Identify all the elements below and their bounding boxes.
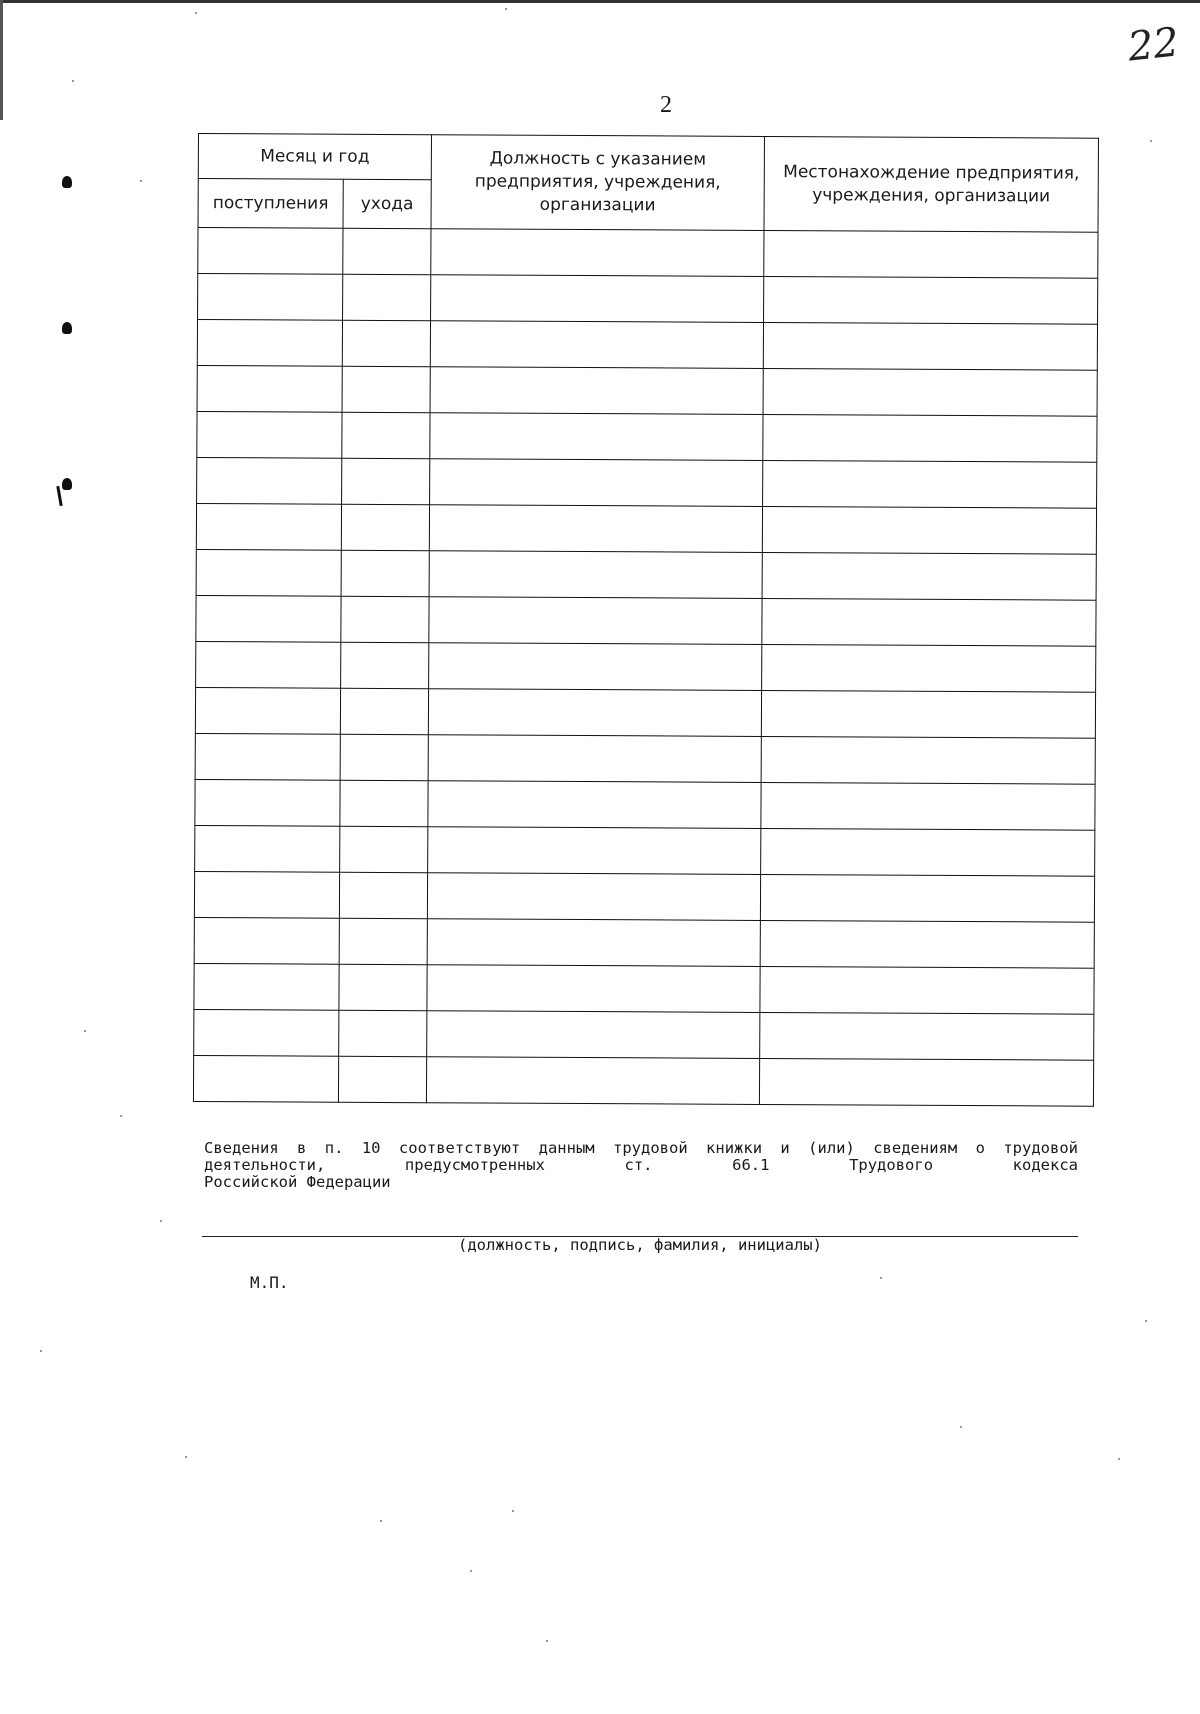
cell-location: [762, 644, 1096, 692]
table-row: [193, 1055, 1093, 1106]
records-statement-line1: Сведения в п. 10 соответствуют данным трудовой книжки и (или) сведениям о трудовой деятельности, предусмотренных ст. 66.1 Трудового кодекса: [204, 1139, 1078, 1174]
table-row: [195, 733, 1095, 784]
table-row: [195, 687, 1095, 738]
scan-speck: [380, 1520, 382, 1522]
cell-end: [341, 642, 429, 688]
cell-position: [431, 229, 764, 277]
cell-position: [430, 459, 763, 507]
binder-hole-tail: [56, 486, 62, 506]
cell-end: [342, 458, 430, 504]
table-row: [194, 963, 1094, 1014]
cell-end: [339, 1010, 427, 1056]
cell-start: [194, 963, 339, 1010]
signature-caption: (должность, подпись, фамилия, инициалы): [458, 1236, 822, 1254]
cell-location: [760, 920, 1094, 968]
cell-start: [194, 917, 339, 964]
header-position: Должность с указанием предприятия, учреждения, организации: [431, 135, 764, 231]
cell-end: [342, 366, 430, 412]
cell-position: [430, 367, 763, 415]
binder-hole-mark: [62, 478, 72, 490]
cell-start: [195, 779, 340, 826]
header-month-year: Месяц и год: [198, 134, 431, 180]
scan-top-edge: [0, 0, 1200, 3]
cell-end: [339, 872, 427, 918]
scan-speck: [40, 1350, 42, 1352]
table-row: [197, 457, 1097, 508]
cell-end: [342, 412, 430, 458]
cell-start: [194, 871, 339, 918]
binder-hole-mark: [62, 176, 72, 188]
cell-position: [429, 643, 762, 691]
cell-end: [338, 1056, 426, 1102]
cell-position: [428, 781, 761, 829]
cell-location: [762, 506, 1096, 554]
binder-hole-mark: [62, 322, 72, 334]
cell-position: [429, 551, 762, 599]
cell-location: [760, 966, 1094, 1014]
table-row: [198, 274, 1098, 325]
cell-position: [426, 1057, 759, 1105]
cell-end: [341, 550, 429, 596]
cell-start: [195, 733, 340, 780]
cell-location: [763, 460, 1097, 508]
scan-speck: [1118, 1458, 1120, 1460]
cell-position: [428, 827, 761, 875]
header-start: поступления: [198, 179, 343, 229]
cell-location: [760, 1012, 1094, 1060]
scan-speck: [470, 1570, 472, 1572]
table-row: [196, 595, 1096, 646]
cell-start: [197, 365, 342, 412]
cell-start: [197, 320, 342, 367]
cell-location: [763, 414, 1097, 462]
scan-speck: [505, 8, 507, 10]
cell-location: [764, 230, 1098, 278]
scan-speck: [1145, 1320, 1147, 1322]
table-row: [194, 917, 1094, 968]
cell-position: [427, 873, 760, 921]
records-statement-line2: Российской Федерации: [204, 1173, 391, 1191]
scan-speck: [1150, 140, 1152, 142]
table-body: [193, 228, 1098, 1107]
scan-speck: [120, 1115, 122, 1117]
cell-position: [428, 735, 761, 783]
cell-end: [343, 274, 431, 320]
scan-speck: [140, 180, 142, 182]
stamp-place-label: М.П.: [250, 1273, 289, 1292]
cell-start: [198, 274, 343, 321]
cell-start: [197, 411, 342, 458]
cell-position: [428, 689, 761, 737]
cell-end: [340, 734, 428, 780]
scan-speck: [72, 80, 74, 82]
cell-location: [760, 874, 1094, 922]
table-row: [195, 779, 1095, 830]
cell-end: [340, 780, 428, 826]
table-row: [196, 503, 1096, 554]
cell-position: [429, 505, 762, 553]
cell-start: [195, 687, 340, 734]
cell-location: [761, 690, 1095, 738]
cell-position: [430, 321, 763, 369]
cell-location: [764, 276, 1098, 324]
cell-position: [430, 413, 763, 461]
cell-position: [431, 275, 764, 323]
cell-end: [339, 964, 427, 1010]
cell-location: [762, 598, 1096, 646]
table-row: [194, 1009, 1094, 1060]
cell-end: [341, 596, 429, 642]
cell-start: [196, 503, 341, 550]
cell-location: [759, 1058, 1093, 1106]
cell-start: [196, 641, 341, 688]
cell-position: [427, 965, 760, 1013]
table-row: [197, 320, 1097, 371]
cell-end: [340, 826, 428, 872]
cell-end: [340, 688, 428, 734]
table-row: [196, 549, 1096, 600]
scan-speck: [185, 1456, 187, 1458]
cell-start: [196, 595, 341, 642]
employment-history-table-wrapper: [193, 133, 1098, 1107]
page-number: 2: [660, 92, 672, 118]
cell-position: [427, 1011, 760, 1059]
cell-end: [343, 228, 431, 274]
cell-location: [761, 782, 1095, 830]
cell-start: [198, 228, 343, 275]
cell-position: [429, 597, 762, 645]
table-row: [198, 228, 1098, 279]
cell-position: [427, 919, 760, 967]
table-row: [197, 411, 1097, 462]
header-location: Местонахождение предприятия, учреждения, организации: [764, 136, 1098, 232]
cell-end: [342, 320, 430, 366]
cell-location: [763, 368, 1097, 416]
table-row: [196, 641, 1096, 692]
records-statement: [204, 1140, 1078, 1191]
scan-left-edge: [0, 0, 3, 120]
scan-speck: [960, 1426, 962, 1428]
cell-end: [341, 504, 429, 550]
scan-speck: [195, 12, 197, 14]
scan-speck: [84, 1030, 86, 1032]
cell-location: [762, 552, 1096, 600]
cell-start: [196, 549, 341, 596]
cell-start: [194, 1009, 339, 1056]
employment-history-table: [193, 133, 1099, 1107]
cell-start: [193, 1055, 338, 1102]
cell-location: [761, 828, 1095, 876]
cell-start: [195, 825, 340, 872]
cell-location: [763, 322, 1097, 370]
table-row: [197, 365, 1097, 416]
scan-speck: [160, 1220, 162, 1222]
cell-start: [197, 457, 342, 504]
scan-speck: [880, 1277, 882, 1279]
cell-end: [339, 918, 427, 964]
handwritten-page-mark: 22: [1125, 19, 1182, 71]
cell-location: [761, 736, 1095, 784]
scan-speck: [546, 1640, 548, 1642]
table-row: [195, 825, 1095, 876]
table-row: [194, 871, 1094, 922]
header-end: ухода: [343, 179, 431, 228]
scan-speck: [512, 1510, 514, 1512]
